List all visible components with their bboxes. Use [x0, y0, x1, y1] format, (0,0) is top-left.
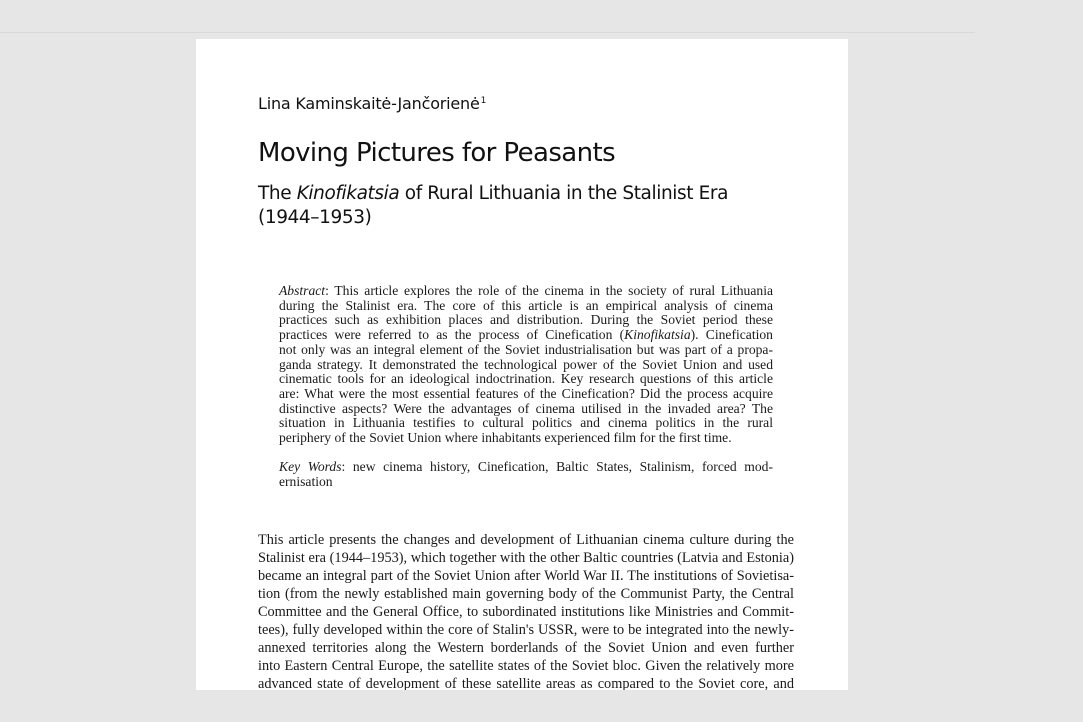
body-line: annexed territories along the Western borderlands of the Soviet Union and even further [258, 640, 794, 656]
viewer-top-divider [0, 32, 975, 33]
subtitle-line-2: (1944–1953) [258, 207, 372, 228]
article-subtitle [258, 182, 738, 230]
body-text [258, 531, 794, 690]
subtitle-italic-term: Kinofikatsia [296, 183, 400, 204]
abstract-line: are: What were the most essential features of the Cinefication? Did the process acquire [279, 385, 773, 401]
abstract-line: practices were referred to as the process of Cinefication (Kinofikatsia). Cinefication [279, 327, 773, 343]
abstract-line: Abstract: This article explores the role of the cinema in the society of rural Lithuania [279, 283, 773, 298]
body-line: Committee and the General Office, to subordinated institutions like Ministries and Commit- [258, 604, 794, 620]
body-line: Stalinist era (1944–1953), which together with the other Baltic countries (Latvia and Estonia) [258, 550, 794, 566]
author-name-text: Lina Kaminskaitė-Jančorienė [258, 94, 480, 113]
abstract-line: distinctive aspects? Were the advantages of cinema utilised in the invaded area? The [279, 400, 773, 416]
body-line: tees), fully developed within the core of Stalin's USSR, were to be integrated into the newly- [258, 622, 794, 638]
abstract-block [279, 284, 773, 446]
keywords-label: Key Words [279, 459, 342, 474]
author-footnote-marker: 1 [480, 96, 487, 106]
abstract-line: ganda strategy. It demonstrated the technological power of the Soviet Union and used [279, 356, 773, 372]
abstract-italic-term: Kinofikatsia [624, 327, 691, 343]
body-line: tion (from the newly established main governing body of the Communist Party, the Central [258, 586, 794, 602]
article-title: Moving Pictures for Peasants [258, 138, 616, 168]
keywords-block [279, 460, 773, 489]
body-line: into Eastern Central Europe, the satellite states of the Soviet bloc. Given the relatively more [258, 658, 794, 674]
keywords-line: ernisation [279, 473, 333, 489]
abstract-line: periphery of the Soviet Union where inhabitants experienced film for the first time. [279, 430, 732, 446]
abstract-label: Abstract [279, 283, 326, 298]
body-line: advanced state of development of these satellite areas as compared to the Soviet core, and [258, 676, 794, 690]
keywords-line: Key Words: new cinema history, Cinefication, Baltic States, Stalinism, forced mod- [279, 459, 773, 474]
abstract-line: not only was an integral element of the Soviet industrialisation but was part of a propa- [279, 341, 773, 357]
subtitle-rest: of Rural Lithuania in the Stalinist Era [399, 183, 729, 204]
abstract-line: practices such as exhibition places and distribution. During the Soviet period these [279, 312, 773, 328]
body-line: This article presents the changes and development of Lithuanian cinema culture during the [258, 532, 794, 548]
subtitle-prefix: The [258, 183, 297, 204]
abstract-line: cinematic tools for an ideological indoctrination. Key research questions of this article [279, 371, 773, 387]
author-name [258, 94, 486, 113]
body-line: became an integral part of the Soviet Union after World War II. The institutions of Sovietisa- [258, 568, 794, 584]
document-page [196, 39, 848, 690]
abstract-line: during the Stalinist era. The core of this article is an empirical analysis of cinema [279, 297, 773, 313]
abstract-line: situation in Lithuania testifies to cultural politics and cinema politics in the rural [279, 415, 773, 431]
